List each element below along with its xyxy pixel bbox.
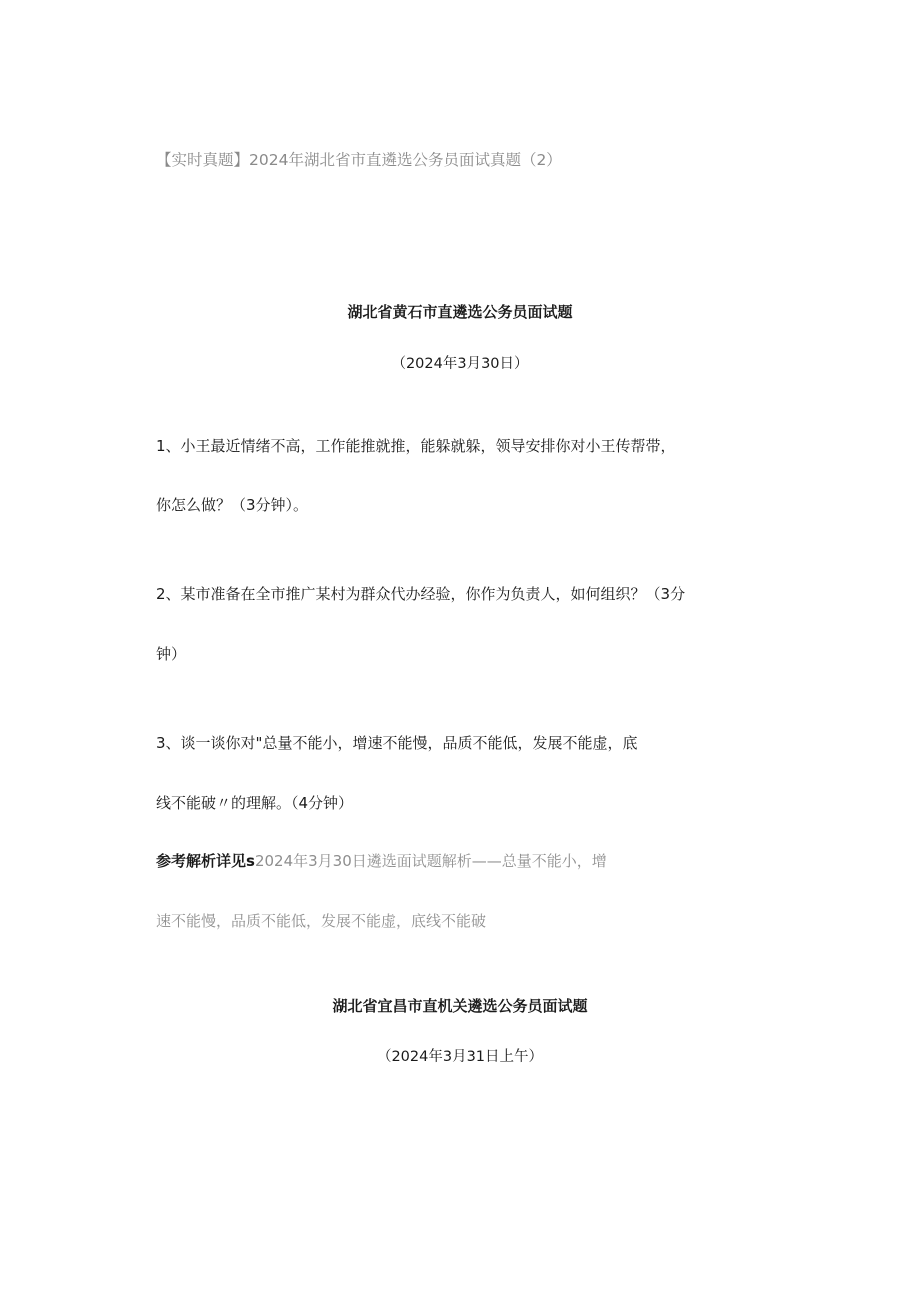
question-2-line-2: 钟）: [156, 645, 187, 663]
section-date-yichang: （2024年3月31日上午）: [376, 1049, 544, 1065]
reference-link[interactable]: 2024年3月30日遴选面试题解析——总量不能小，增: [254, 852, 607, 870]
question-3-line-1: 3、谈一谈你对"总量不能小，增速不能慢，品质不能低，发展不能虚，底: [156, 734, 638, 752]
question-3-line-2: 线不能破〃的理解。（4分钟）: [156, 794, 354, 812]
reference-line-1: [156, 851, 607, 871]
section-heading-yichang: 湖北省宜昌市直机关遴选公务员面试题: [332, 997, 588, 1015]
question-1-line-2: 你怎么做？（3分钟）。: [156, 496, 309, 514]
question-2-line-1: 2、某市准备在全市推广某村为群众代办经验，你作为负责人，如何组织？（3分: [156, 585, 686, 603]
document-title: 【实时真题】2024年湖北省市直遴选公务员面试真题（2）: [156, 151, 562, 169]
question-1-line-1: 1、小王最近情绪不高，工作能推就推，能躲就躲，领导安排你对小王传帮带，: [156, 437, 676, 455]
reference-label: 参考解析详见s: [156, 852, 255, 870]
reference-line-2[interactable]: 速不能慢，品质不能低，发展不能虚，底线不能破: [156, 912, 487, 930]
section-date-huangshi: （2024年3月30日）: [391, 356, 529, 372]
section-heading-huangshi: 湖北省黄石市直遴选公务员面试题: [347, 303, 573, 321]
